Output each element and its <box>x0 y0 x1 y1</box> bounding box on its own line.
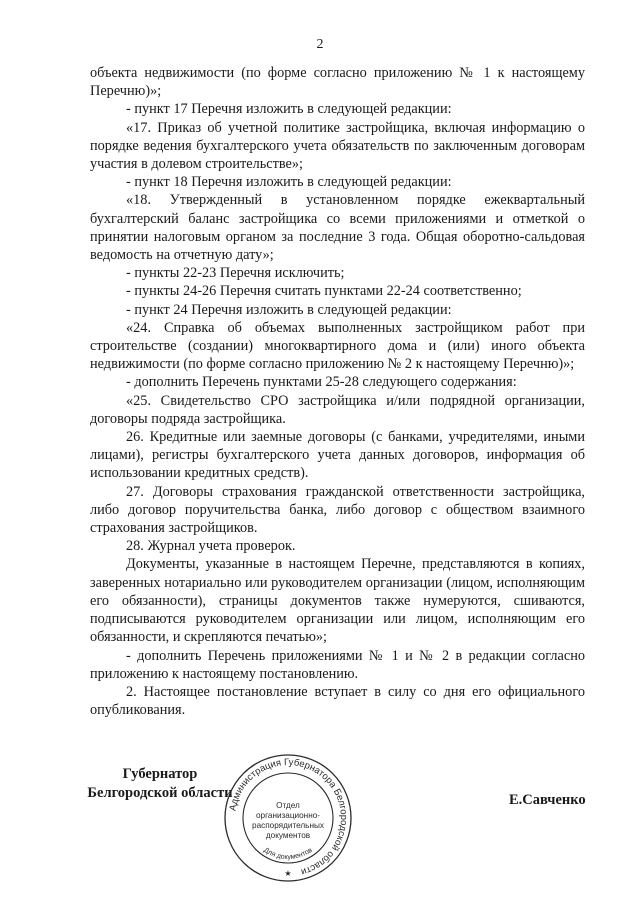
official-stamp <box>222 752 354 884</box>
signature-name: Е.Савченко <box>509 792 586 808</box>
stamp-center-text <box>252 801 324 840</box>
paragraph: «24. Справка об объемах выполненных застройщиком работ при строительстве (создании) многоквартирного дома и (или) иного объекта недвижимости (по форме согласно приложению № 2 к настоящему Перечню)»; <box>90 319 585 373</box>
paragraph: - дополнить Перечень приложениями № 1 и № 2 в редакции согласно приложению к настоящему постановлению. <box>90 647 585 682</box>
stamp-center-line: документов <box>265 831 311 840</box>
paragraph: 26. Кредитные или заемные договоры (с банками, учредителями, иными лицами), регистры бухгалтерского учета данных договоров, информация об использовании кредитных средств). <box>90 429 585 482</box>
stamp-ring-text: Администрация Губернатора Белгородской области <box>227 756 350 878</box>
stamp-center-line: распорядительных <box>252 821 324 830</box>
page-number: 2 <box>316 37 324 52</box>
paragraph: «18. Утвержденный в установленном порядке ежеквартальный бухгалтерский баланс застройщика со всеми приложениями и отметкой о принятии налоговым органом за последние 3 года. Общая оборотно-сальдовая ведомость на отчетную дату»; <box>90 192 585 264</box>
paragraph: «25. Свидетельство СРО застройщика и/или подрядной организации, договоры подряда застройщика. <box>90 392 585 427</box>
paragraph: 28. Журнал учета проверок. <box>126 538 296 555</box>
signature-position-line2: Белгородской области <box>87 785 233 801</box>
paragraph: - пункт 18 Перечня изложить в следующей редакции: <box>126 174 452 191</box>
stamp-star-icon: ★ <box>284 869 292 878</box>
document-body <box>90 64 585 719</box>
signature-position <box>80 765 240 803</box>
signature-position-line1: Губернатор <box>122 766 198 782</box>
stamp-bottom-text: Для документов <box>262 846 314 862</box>
paragraph: объекта недвижимости (по форме согласно приложению № 1 к настоящему Перечню)»; <box>90 65 585 100</box>
paragraph: «17. Приказ об учетной политике застройщика, включая информацию о порядке ведения бухгалтерского учета обязательств по заключенным договорам участия в долевом строительстве»; <box>90 119 585 173</box>
paragraph: 2. Настоящее постановление вступает в силу со дня его официального опубликования. <box>90 683 585 719</box>
paragraph: Документы, указанные в настоящем Перечне, представляются в копиях, заверенных нотариально или руководителем организации (лицом, исполняющим его обязанности), страницы документов также нумеруются, сшиваются, подписываются руководителем организации или лицом, исполняющим его обязанности, и скрепляются печатью»; <box>90 556 585 646</box>
paragraph: - дополнить Перечень пунктами 25-28 следующего содержания: <box>126 374 517 391</box>
paragraph: - пункт 24 Перечня изложить в следующей редакции: <box>126 301 452 318</box>
paragraph: 27. Договоры страхования гражданской ответственности застройщика, либо договор поручительства банка, либо договор с обществом взаимного страхования застройщиков. <box>90 483 585 537</box>
paragraph: - пункт 17 Перечня изложить в следующей редакции: <box>126 101 452 118</box>
stamp-center-line: организационно- <box>255 811 321 820</box>
paragraph: - пункты 22-23 Перечня исключить; <box>126 265 345 282</box>
stamp-center-line: Отдел <box>276 801 300 810</box>
paragraph: - пункты 24-26 Перечня считать пунктами 22-24 соответственно; <box>126 283 522 300</box>
